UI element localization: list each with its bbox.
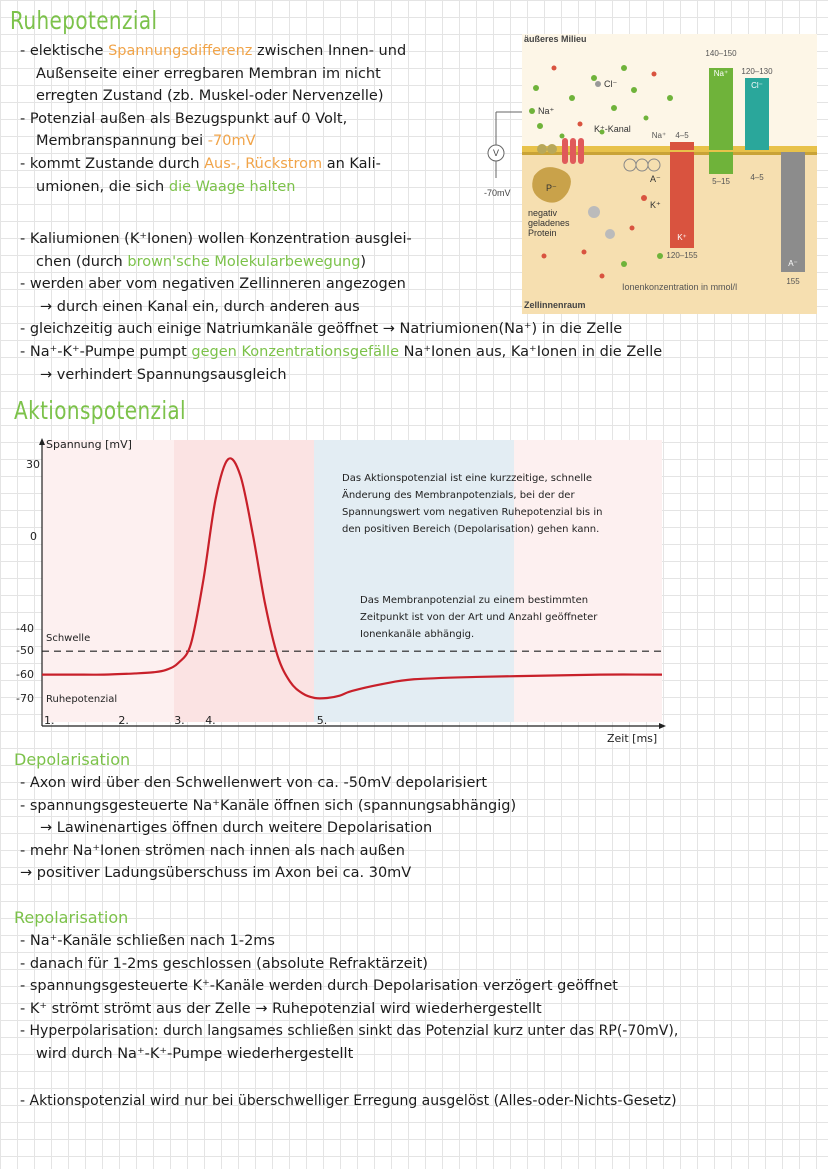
- zone-phase-1: [42, 440, 174, 722]
- phase-marker-4: 4.: [205, 714, 216, 727]
- na-ion-icon: [529, 108, 535, 114]
- depol-line: - Axon wird über den Schwellenwert von ca. -50mV depolarisiert: [20, 775, 488, 791]
- section-title-aktionspotenzial: Aktionspotenzial: [14, 396, 187, 425]
- ytick-30: 30: [26, 458, 40, 471]
- depol-line: → Lawinenartiges öffnen durch weitere Depolarisation: [40, 820, 433, 837]
- y-axis-label: Spannung [mV]: [46, 438, 132, 451]
- bar-k-in-value: 120–155: [666, 251, 698, 260]
- section-title-repolarisation: Repolarisation: [14, 908, 129, 927]
- bar-a-in-value: 155: [786, 277, 800, 286]
- bar-na-out: [709, 68, 733, 150]
- section-title-ruhepotenzial: Ruhepotenzial: [10, 6, 158, 35]
- cl-label: Cl⁻: [604, 79, 618, 89]
- voltage-label: -70mV: [484, 188, 511, 198]
- inner-a-label: A⁻: [650, 174, 661, 184]
- inside-label: Zellinnenraum: [524, 300, 586, 310]
- protein-desc-3: Protein: [528, 228, 557, 238]
- ruhe-text-block: [20, 40, 406, 198]
- outside-region: [522, 34, 817, 146]
- x-axis-label: Zeit [ms]: [607, 732, 658, 745]
- bar-na-in-value: 5–15: [712, 177, 730, 186]
- repol-line: - danach für 1-2ms geschlossen (absolute Refraktärzeit): [20, 955, 428, 972]
- ion-figure-svg: [484, 28, 817, 314]
- bar-k-out-value: 4–5: [675, 131, 689, 140]
- ruhe-line: - gleichzeitig auch einige Natriumkanäle geöffnet → Natriumionen(Na⁺) in die Zelle: [20, 321, 623, 338]
- bar-k-out: [670, 142, 694, 150]
- ytick-0: 0: [30, 530, 37, 543]
- protein-desc-2: geladenes: [528, 218, 570, 228]
- note-line: Ionenkanäle abhängig.: [360, 629, 475, 640]
- zone-phase-2: [174, 440, 314, 722]
- note-line: den positiven Bereich (Depolarisation) gehen kann.: [342, 524, 600, 535]
- repol-text-block: [20, 930, 678, 1066]
- ytick-minus-70: -70: [16, 692, 34, 705]
- note-line: Zeitpunkt ist von der Art und Anzahl geöffneter: [360, 612, 598, 623]
- ruhe-line: Membranspannung bei -70mV: [36, 133, 256, 150]
- repol-line: - K⁺ strömt strömt aus der Zelle → Ruhepotenzial wird wiederhergestellt: [20, 1000, 542, 1017]
- na-label: Na⁺: [538, 106, 555, 116]
- ruhe-line: - werden aber vom negativen Zellinneren angezogen: [20, 276, 406, 293]
- x-axis-arrow: [659, 723, 666, 729]
- protein-desc-1: negativ: [528, 208, 558, 218]
- axis-label: Ionenkonzentration in mmol/l: [622, 282, 738, 292]
- protein-label: P⁻: [546, 183, 557, 193]
- note-line: Änderung des Membranpotenzials, bei der der: [342, 490, 575, 501]
- ruhe-line: - kommt Zustande durch Aus-, Rückstrom an Kali-: [20, 155, 381, 172]
- bar-cl-in-value: 4–5: [750, 173, 764, 182]
- k-channel-label: K⁺-Kanal: [594, 124, 631, 134]
- depol-line: - mehr Na⁺Ionen strömen nach innen als nach außen: [20, 842, 405, 859]
- bar-cl-out-ion: Cl⁻: [751, 81, 763, 90]
- action-potential-chart: [12, 436, 677, 746]
- phase-marker-5: 5.: [316, 714, 328, 727]
- ruhe-line: umionen, die sich die Waage halten: [36, 178, 296, 195]
- repol-line: - spannungsgesteuerte K⁺-Kanäle werden durch Depolarisation verzögert geöffnet: [20, 978, 618, 995]
- section-title-depolarisation: Depolarisation: [14, 750, 131, 769]
- phase-marker-1: 1.: [44, 714, 55, 727]
- voltmeter-symbol: V: [492, 148, 500, 158]
- rest-label: Ruhepotenzial: [46, 694, 118, 705]
- repol-line: - Hyperpolarisation: durch langsames schließen sinkt das Potenzial kurz unter das RP(-70mV),: [20, 1023, 679, 1040]
- ion-concentration-figure: [484, 28, 817, 314]
- bar-na-out-value: 140–150: [705, 49, 737, 58]
- cl-ion-icon: [595, 81, 601, 87]
- bar-k-in-ion: K⁺: [677, 233, 687, 242]
- ruhe-line: chen (durch brown'sche Molekularbewegung): [36, 253, 367, 270]
- ytick-minus-60: -60: [16, 668, 34, 681]
- ytick-minus-40: -40: [16, 622, 34, 635]
- depol-line: → positiver Ladungsüberschuss im Axon bei ca. 30mV: [20, 865, 412, 882]
- ruhe-line: - elektische Spannungsdifferenz zwischen Innen- und: [20, 43, 407, 59]
- repol-line: - Na⁺-Kanäle schließen nach 1-2ms: [20, 933, 275, 949]
- outside-label: äußeres Milieu: [524, 34, 587, 44]
- note-line: Das Aktionspotenzial ist eine kurzzeitige, schnelle: [342, 473, 593, 484]
- inner-k-label: K⁺: [650, 200, 661, 210]
- threshold-label: Schwelle: [46, 633, 91, 644]
- depol-text-block: [20, 772, 516, 885]
- ruhe-line: → verhindert Spannungsausgleich: [40, 366, 287, 383]
- repol-line: - Aktionspotenzial wird nur bei überschwelliger Erregung ausgelöst (Alles-oder-Nichts-Gesetz): [20, 1093, 677, 1109]
- k-channel-icon: [562, 138, 584, 164]
- bar-na-out-ion: Na⁺: [713, 69, 729, 78]
- ruhe-line: - Kaliumionen (K⁺Ionen) wollen Konzentration ausglei-: [20, 231, 412, 247]
- bar-a-in-ion: A⁻: [788, 259, 798, 268]
- note-definition: [342, 470, 662, 538]
- ytick-minus-50: -50: [16, 644, 34, 657]
- ruhe-line: - Na⁺-K⁺-Pumpe pumpt gegen Konzentrationsgefälle Na⁺Ionen aus, Ka⁺Ionen in die Zelle: [20, 343, 663, 360]
- ruhe-line: Außenseite einer erregbaren Membran im nicht: [36, 65, 381, 82]
- repol-line: wird durch Na⁺-K⁺-Pumpe wiederhergestellt: [36, 1045, 354, 1062]
- bar-na-in-label: Na⁺: [651, 131, 667, 140]
- repol-text-block-2: [20, 1090, 677, 1113]
- bar-na-in: [709, 152, 733, 174]
- note-line: Das Membranpotenzial zu einem bestimmten: [360, 595, 589, 606]
- phase-marker-3: 3.: [174, 714, 185, 727]
- ruhe-line: → durch einen Kanal ein, durch anderen aus: [40, 298, 360, 315]
- bar-cl-out-value: 120–130: [741, 67, 773, 76]
- ruhe-line: erregten Zustand (zb. Muskel-oder Nervenzelle): [36, 88, 384, 105]
- bar-a-in: [781, 152, 805, 272]
- note-membrane: [360, 592, 660, 643]
- phase-marker-2: 2.: [118, 714, 129, 727]
- ruhe-line: - Potenzial außen als Bezugspunkt auf 0 Volt,: [20, 110, 348, 127]
- note-line: Spannungswert vom negativen Ruhepotenzial bis in: [342, 507, 603, 518]
- depol-line: - spannungsgesteuerte Na⁺Kanäle öffnen sich (spannungsabhängig): [20, 797, 517, 814]
